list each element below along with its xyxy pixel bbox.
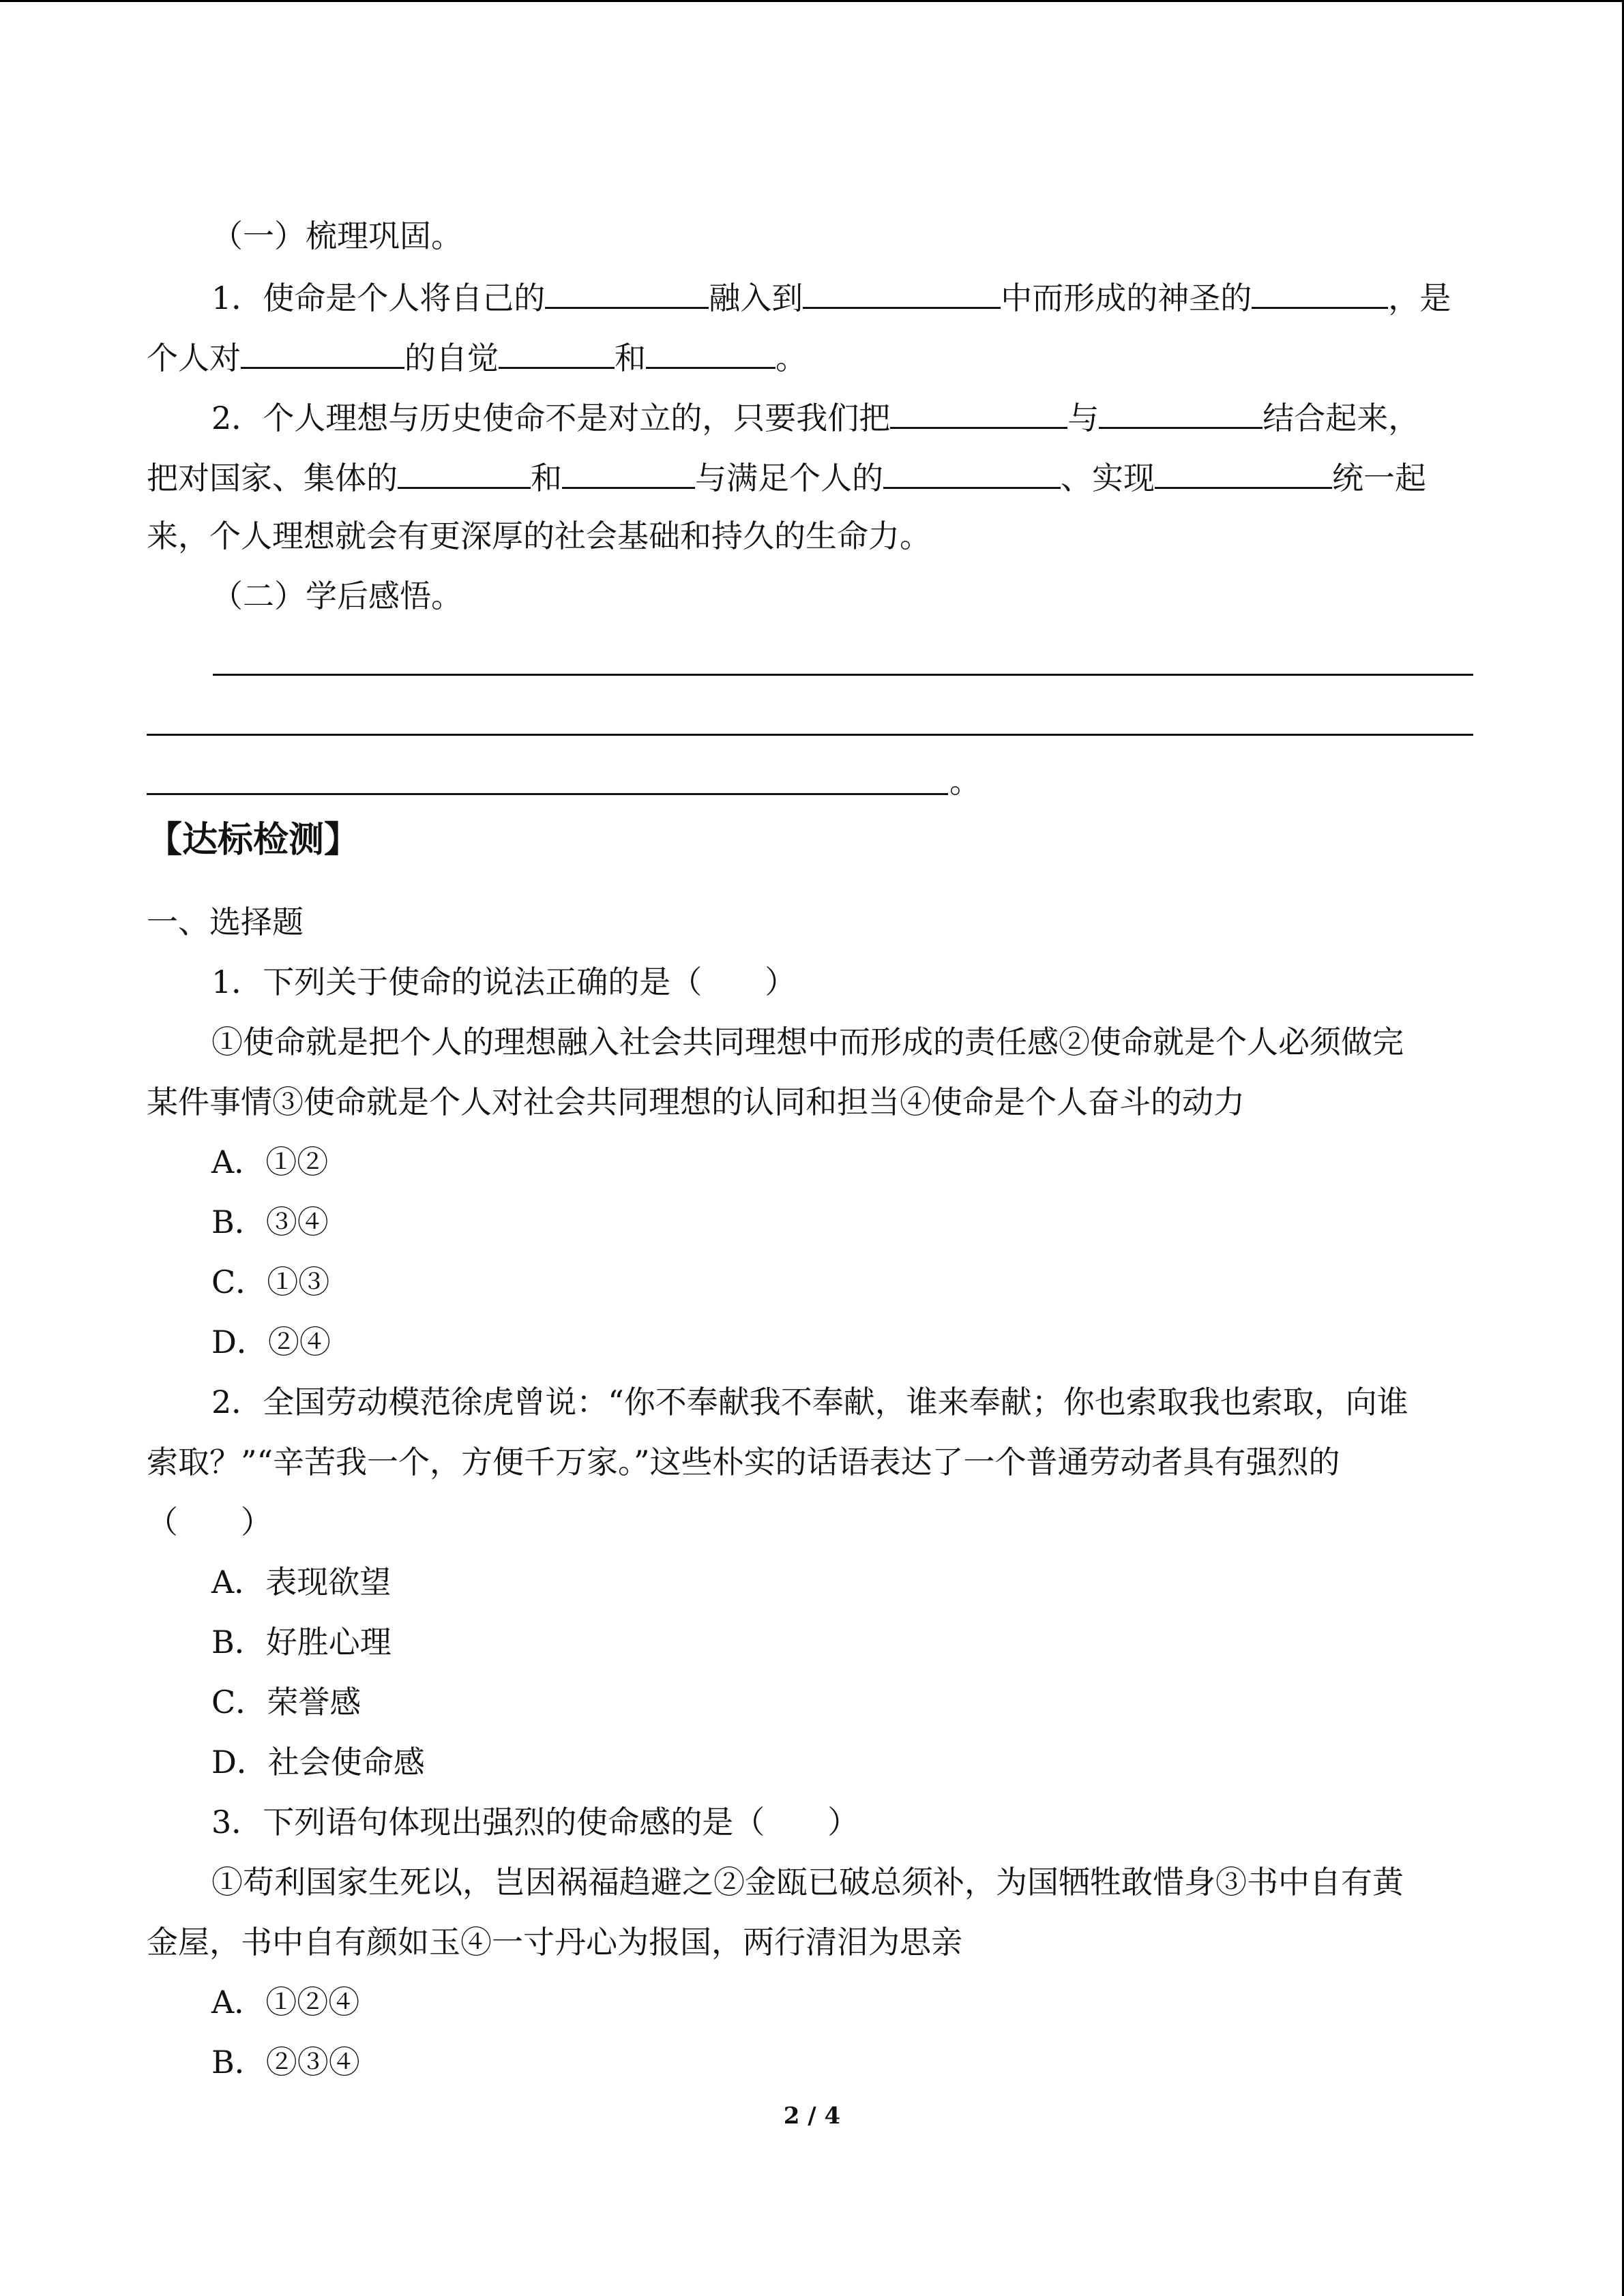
question-3-body-1: ①苟利国家生死以，岂因祸福趋避之②金瓯已破总须补，为国牺牲敢惜身③书中自有黄 <box>211 1864 1404 1900</box>
question-2-option-c[interactable]: C．荣誉感 <box>211 1684 361 1720</box>
q2-blank-5[interactable] <box>883 457 1061 489</box>
q1-text-c: 中而形成的神圣的 <box>1001 280 1252 316</box>
q2-line-2 <box>147 457 1426 497</box>
q2-text-a: 2．个人理想与历史使命不是对立的，只要我们把 <box>211 400 891 436</box>
q1-blank-3[interactable] <box>1252 277 1388 309</box>
question-1-option-a[interactable]: A．①② <box>211 1144 329 1180</box>
q1-text-f: 的自觉 <box>404 340 499 376</box>
q2-text-c: 结合起来， <box>1263 400 1420 436</box>
question-2-option-a[interactable]: A．表现欲望 <box>211 1564 392 1600</box>
reflection-end-mark: 。 <box>949 763 981 800</box>
q2-line-1 <box>211 397 1419 437</box>
q2-text-f: 与满足个人的 <box>695 460 883 496</box>
q2-text-g: 、实现 <box>1061 460 1155 496</box>
reflection-heading: （二）学后感悟。 <box>211 578 462 614</box>
q2-text-d: 把对国家、集体的 <box>147 460 398 496</box>
q1-text-d: ，是 <box>1388 280 1451 316</box>
question-2-body-2: （ ） <box>147 1504 272 1540</box>
reflection-line-2[interactable] <box>147 734 1473 736</box>
q1-blank-4[interactable] <box>241 337 404 369</box>
question-1-option-b[interactable]: B．③④ <box>211 1204 329 1240</box>
question-3-option-b[interactable]: B．②③④ <box>211 2044 360 2081</box>
q1-blank-5[interactable] <box>499 337 615 369</box>
q1-text-e: 个人对 <box>147 340 241 376</box>
question-1-option-c[interactable]: C．①③ <box>211 1264 330 1300</box>
reflection-line-3[interactable] <box>147 793 948 795</box>
q2-text-h: 统一起 <box>1332 460 1426 496</box>
question-2-stem: 2．全国劳动模范徐虎曾说：“你不奉献我不奉献，谁来奉献；你也索取我也索取，向谁 <box>211 1384 1408 1420</box>
question-3-stem: 3．下列语句体现出强烈的使命感的是（ ） <box>211 1804 859 1840</box>
question-1-stem: 1．下列关于使命的说法正确的是（ ） <box>211 964 797 1000</box>
test-heading: 【达标检测】 <box>147 820 360 861</box>
question-1-option-d[interactable]: D．②④ <box>211 1324 331 1360</box>
reflection-line-1[interactable] <box>213 674 1473 676</box>
question-1-body-1: ①使命就是把个人的理想融入社会共同理想中而形成的责任感②使命就是个人必须做完 <box>211 1024 1404 1060</box>
q2-text-b: 与 <box>1067 400 1099 436</box>
review-heading: （一）梳理巩固。 <box>211 218 462 254</box>
q1-line-2 <box>147 337 807 377</box>
q1-blank-1[interactable] <box>545 277 709 309</box>
q1-text-g: 和 <box>615 340 646 376</box>
q2-line-3: 来，个人理想就会有更深厚的社会基础和持久的生命力。 <box>147 518 931 554</box>
q1-text-b: 融入到 <box>709 280 803 316</box>
q2-blank-6[interactable] <box>1155 457 1332 489</box>
q1-blank-2[interactable] <box>803 277 1001 309</box>
q2-blank-4[interactable] <box>562 457 695 489</box>
q2-blank-1[interactable] <box>890 397 1067 429</box>
q2-blank-2[interactable] <box>1099 397 1263 429</box>
question-1-body-2: 某件事情③使命就是个人对社会共同理想的认同和担当④使命是个人奋斗的动力 <box>147 1084 1245 1120</box>
section-choice: 一、选择题 <box>147 904 304 940</box>
q2-blank-3[interactable] <box>398 457 531 489</box>
q1-blank-6[interactable] <box>646 337 776 369</box>
question-2-body-1: 索取？”“辛苦我一个，方便千万家。”这些朴实的话语表达了一个普通劳动者具有强烈的 <box>147 1444 1340 1480</box>
q1-text-a: 1．使命是个人将自己的 <box>211 280 546 316</box>
q2-text-e: 和 <box>531 460 562 496</box>
q1-text-h: 。 <box>776 340 807 376</box>
question-2-option-b[interactable]: B．好胜心理 <box>211 1624 392 1660</box>
question-3-option-a[interactable]: A．①②④ <box>211 1984 360 2021</box>
question-3-body-2: 金屋，书中自有颜如玉④一寸丹心为报国，两行清泪为思亲 <box>147 1924 962 1960</box>
page-number: 2 / 4 <box>783 2102 841 2130</box>
q1-line-1 <box>211 277 1451 317</box>
question-2-option-d[interactable]: D．社会使命感 <box>211 1744 425 1780</box>
